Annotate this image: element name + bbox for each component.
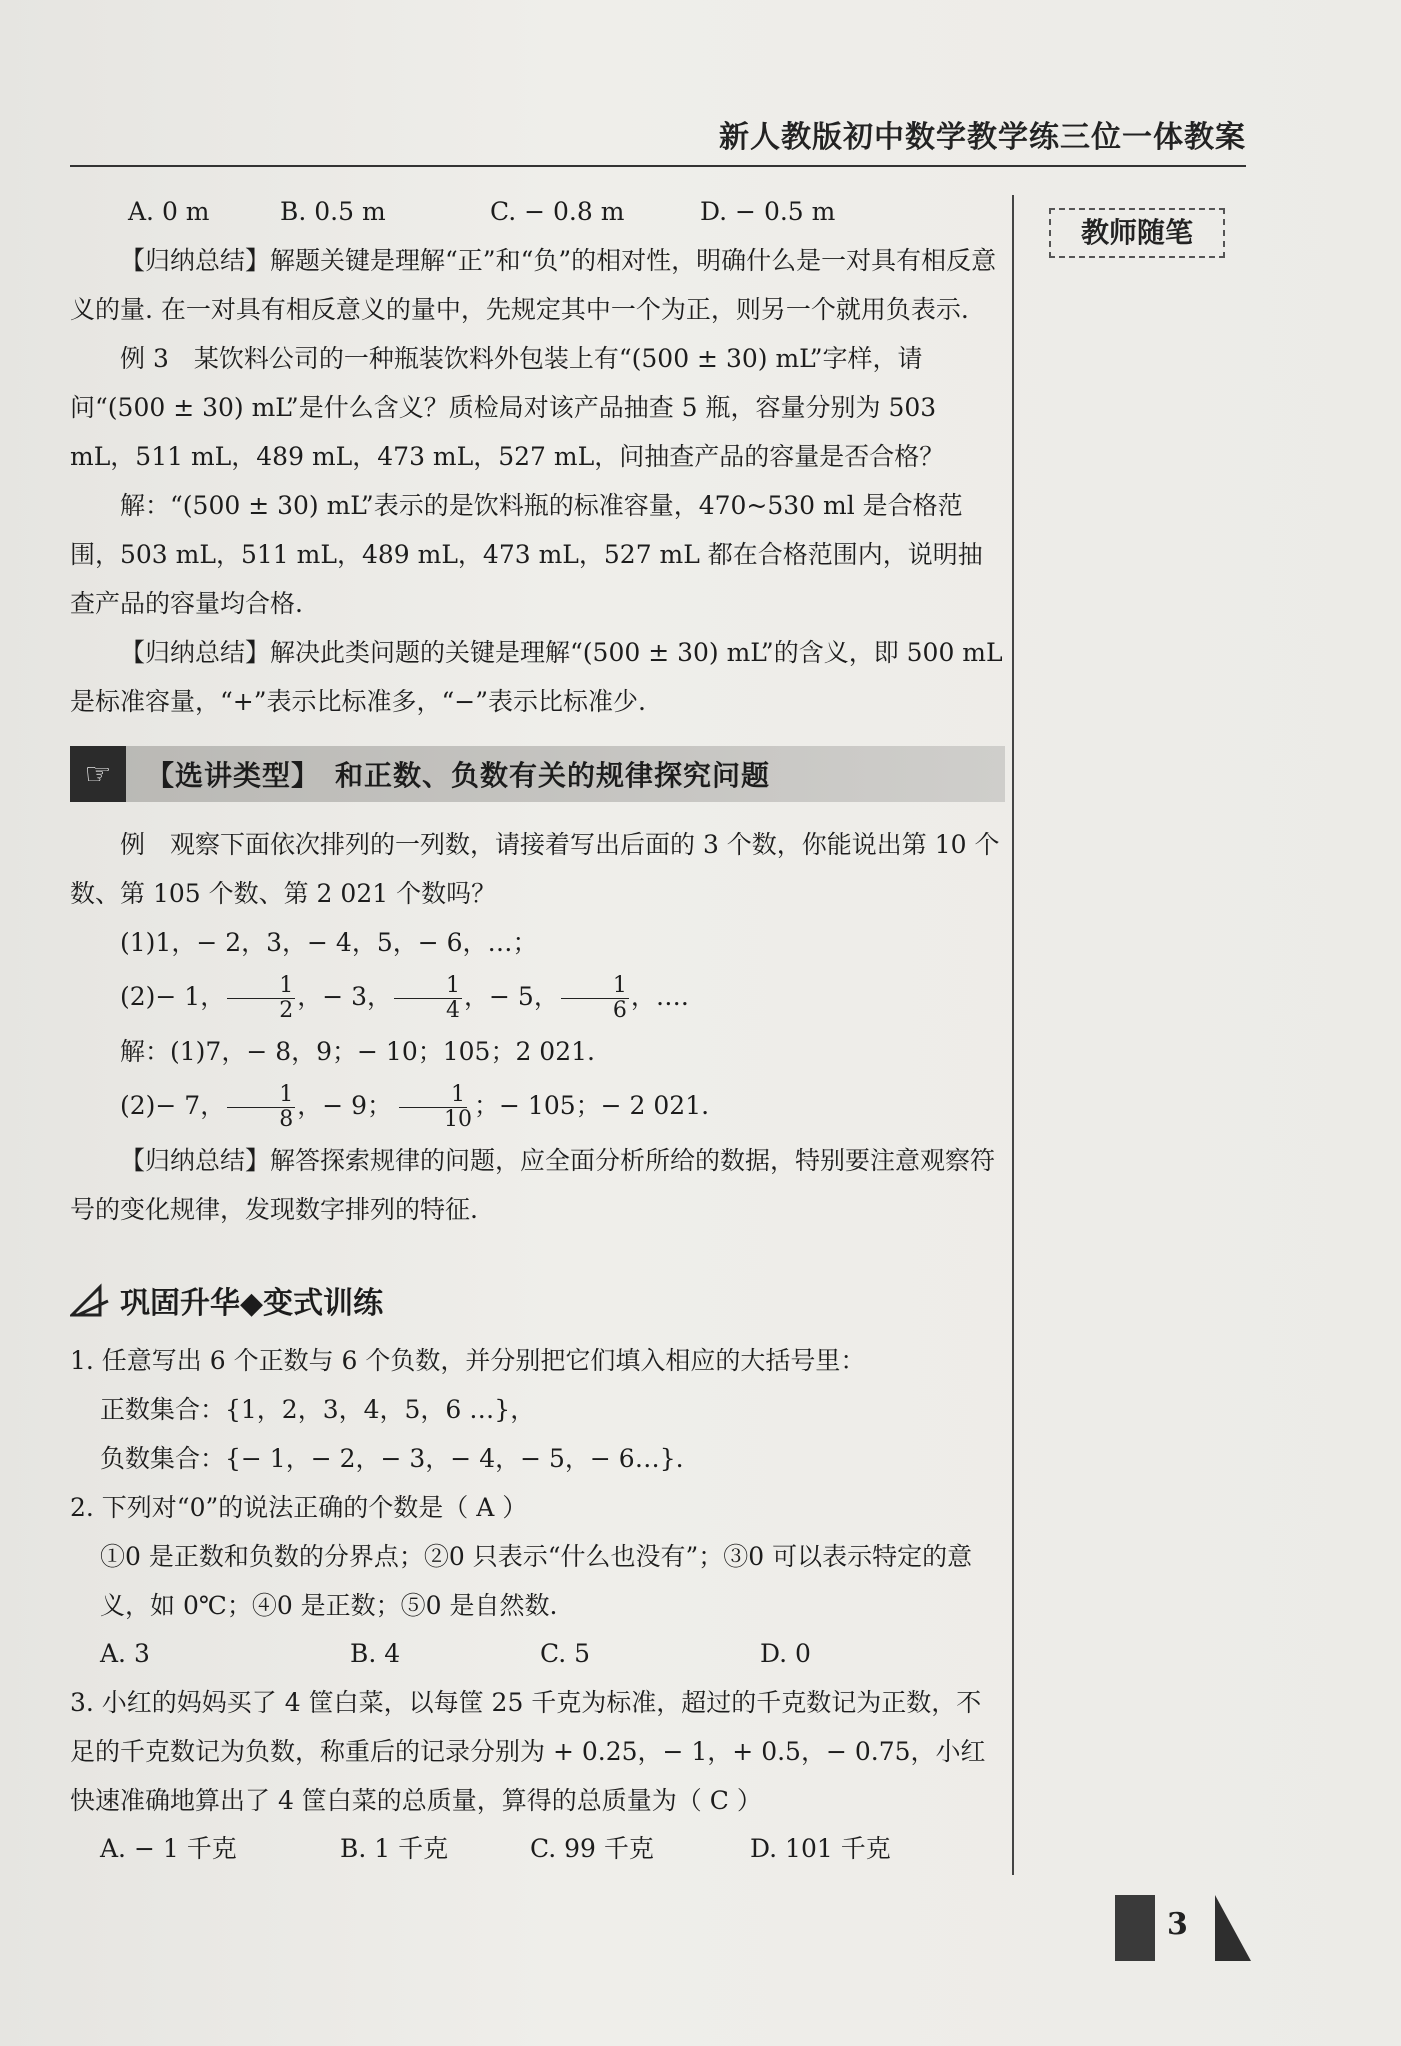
ex3-option-a: A. − 1 千克: [100, 1834, 237, 1863]
teacher-notes-tag: 教师随笔: [1049, 208, 1225, 258]
exercise-3: 3. 小红的妈妈买了 4 筐白菜，以每筐 25 千克为标准，超过的千克数记为正数，不足的千克数记为负数，称重后的记录分别为 + 0.25，− 1，+ 0.5，− 0.75，小红快速准确地算出了 4 筐白菜的总质量，算得的总质量为（ C ）: [70, 1688, 986, 1815]
example-3-answer: 解：“(500 ± 30) mL”表示的是饮料瓶的标准容量，470~530 ml 是合格范围，503 mL，511 mL，489 mL，473 mL，527 mL 都在合格范围内，说明抽查产品的容量均合格.: [70, 491, 983, 618]
ans2-prefix: (2)− 7，: [120, 1091, 226, 1120]
section-2-heading: [70, 1278, 1005, 1322]
ex2-option-c: C. 5: [540, 1639, 591, 1668]
fraction-1-10: $\frac{1}{10}$: [394, 1083, 472, 1132]
exercise-1-negative: 负数集合：{− 1，− 2，− 3，− 4，− 5，− 6…}.: [100, 1444, 684, 1473]
section-band-title: 【选讲类型】 和正数、负数有关的规律探究问题: [146, 759, 771, 792]
exercise-2-options: [70, 1630, 1005, 1678]
exercise-2-body: ①0 是正数和负数的分界点；②0 只表示“什么也没有”；③0 可以表示特定的意义，如 0℃；④0 是正数；⑤0 是自然数.: [100, 1542, 973, 1620]
ex2-option-a: A. 3: [100, 1639, 150, 1668]
triangle-ruler-icon: [70, 1283, 110, 1317]
sequence-1: (1)1，− 2，3，− 4，5，− 6，…；: [120, 928, 538, 957]
ans2-mid: ，− 9；: [297, 1091, 393, 1120]
option-d: D. − 0.5 m: [700, 197, 836, 226]
page-number: 3: [1167, 1907, 1188, 1942]
fraction-1-2: $\frac{1}{2}$: [227, 974, 295, 1023]
seq2-mid1: ，− 3，: [297, 982, 393, 1011]
header-rule: [70, 165, 1246, 167]
ex3-option-d: D. 101 千克: [750, 1834, 891, 1863]
example-summary: 【归纳总结】解答探索规律的问题，应全面分析所给的数据，特别要注意观察符号的变化规律，发现数字排列的特征.: [70, 1146, 996, 1224]
option-b: B. 0.5 m: [280, 197, 386, 226]
example-question: 例 观察下面依次排列的一列数，请接着写出后面的 3 个数，你能说出第 10 个数、第 105 个数、第 2 021 个数吗？: [70, 830, 1000, 908]
example-3-summary: 【归纳总结】解决此类问题的关键是理解“(500 ± 30) mL”的含义，即 500 mL 是标准容量，“+”表示比标准多，“−”表示比标准少.: [70, 638, 1003, 716]
seq2-prefix: (2)− 1，: [120, 982, 226, 1011]
header-title: 新人教版初中数学教学练三位一体教案: [719, 120, 1246, 155]
page-corner-triangle-icon: [1215, 1895, 1251, 1961]
option-c: C. − 0.8 m: [490, 197, 625, 226]
pointing-hand-icon: ☞: [70, 746, 126, 802]
sequence-2: [70, 967, 1005, 1027]
fraction-1-4: $\frac{1}{4}$: [394, 974, 462, 1023]
page-number-block: [1115, 1895, 1205, 1961]
seq2-mid2: ，− 5，: [464, 982, 559, 1011]
exercise-1-positive: 正数集合：{1，2，3，4，5，6 …}，: [100, 1395, 536, 1424]
answer-1: 解：(1)7，− 8，9；− 10；105；2 021.: [120, 1037, 595, 1066]
ans2-suffix: ；− 105；− 2 021.: [474, 1091, 710, 1120]
top-options: [70, 188, 1005, 236]
ex3-option-b: B. 1 千克: [340, 1834, 449, 1863]
exercise-3-options: [70, 1825, 1005, 1873]
exercise-1: 1. 任意写出 6 个正数与 6 个负数，并分别把它们填入相应的大括号里：: [70, 1346, 866, 1375]
page-number-bar: [1115, 1895, 1155, 1961]
answer-2: [70, 1076, 1005, 1136]
seq2-suffix: ，….: [630, 982, 689, 1011]
fraction-1-6: $\frac{1}{6}$: [561, 974, 629, 1023]
ex2-option-b: B. 4: [350, 1639, 401, 1668]
fraction-1-8: $\frac{1}{8}$: [227, 1083, 295, 1132]
section-band: [70, 746, 1005, 802]
example-3-question: 例 3 某饮料公司的一种瓶装饮料外包装上有“(500 ± 30) mL”字样，请问“(500 ± 30) mL”是什么含义？质检局对该产品抽查 5 瓶，容量分别为 503 mL，511 mL，489 mL，473 mL，527 mL，问抽查产品的容量是否合格？: [70, 344, 945, 471]
exercise-2: 2. 下列对“0”的说法正确的个数是（ A ）: [70, 1493, 528, 1522]
section-2-title: 巩固升华◆变式训练: [120, 1286, 384, 1321]
option-a: A. 0 m: [128, 197, 210, 226]
column-divider: [1012, 195, 1014, 1875]
ex2-option-d: D. 0: [760, 1639, 811, 1668]
ex3-option-c: C. 99 千克: [530, 1834, 654, 1863]
summary-1: 【归纳总结】解题关键是理解“正”和“负”的相对性，明确什么是一对具有相反意义的量. 在一对具有相反意义的量中，先规定其中一个为正，则另一个就用负表示.: [70, 246, 997, 324]
main-column: [70, 188, 1005, 1873]
